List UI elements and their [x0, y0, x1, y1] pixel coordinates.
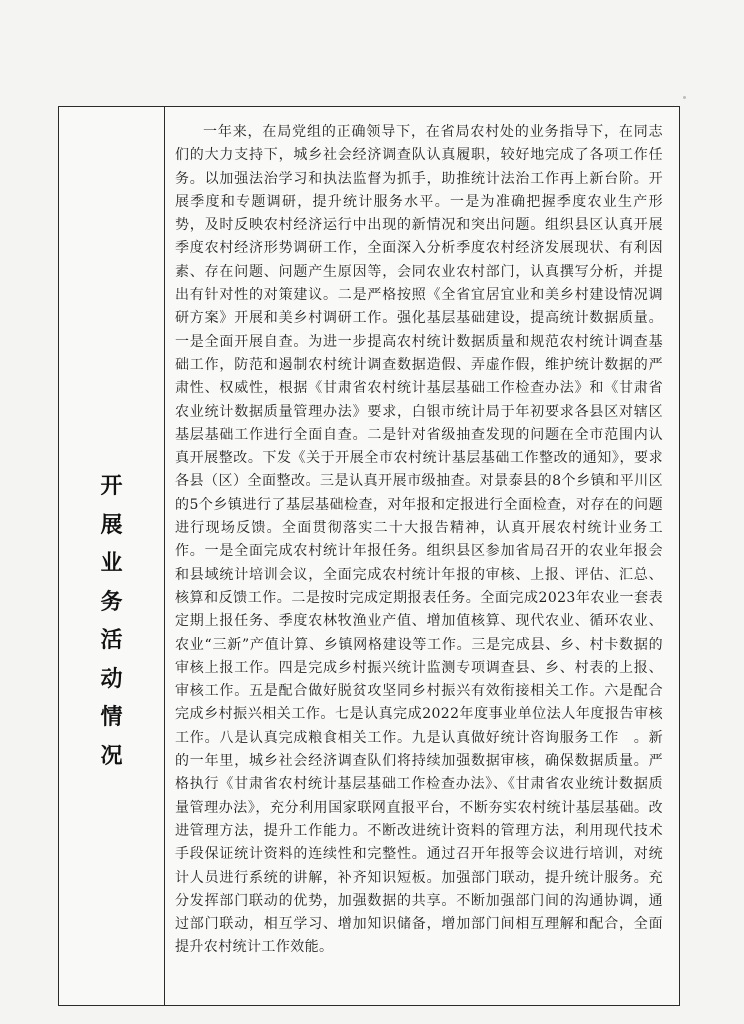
body-paragraph: 一年来，在局党组的正确领导下，在省局农村处的业务指导下，在同志们的大力支持下，城乡社会经济调查队认真履职，较好地完成了各项工作任务。以加强法治学习和执法监督为抓手，助推统计法治工作再上新台阶。开展季度和专题调研，提升统计服务水平。一是为准确把握季度农业生产形势，及时反映农村经济运行中出现的新情况和突出问题。组织县区认真开展季度农村经济形势调研工作，全面深入分析季度农村经济发展现状、有利因素、存在问题、问题产生原因等，会同农业农村部门，认真撰写分析，并提出有针对性的对策建议。二是严格按照《全省宜居宜业和美乡村建设情况调研方案》开展和美乡村调研工作。强化基层基础建设，提高统计数据质量。一是全面开展自查。为进一步提高农村统计数据质量和规范农村统计调查基础工作，防范和遏制农村统计调查数据造假、弄虚作假，维护统计数据的严肃性、权威性，根据《甘肃省农村统计基层基础工作检查办法》和《甘肃省农业统计数据质量管理办法》要求，白银市统计局于年初要求各县区对辖区基层基础工作进行全面自查。二是针对省级抽查发现的问题在全市范围内认真开展整改。下发《关于开展全市农村统计基层基础工作整改的通知》，要求各县（区）全面整改。三是认真开展市级抽查。对景泰县的8个乡镇和平川区的5个乡镇进行了基层基础检查，对年报和定报进行全面检查，对存在的问题进行现场反馈。全面贯彻落实二十大报告精神，认真开展农村统计业务工作。一是全面完成农村统计年报任务。组织县区参加省局召开的农业年报会和县域统计培训会议，全面完成农村统计年报的审核、上报、评估、汇总、核算和反馈工作。二是按时完成定期报表任务。全面完成2023年农业一套表定期上报任务、季度农林牧渔业产值、增加值核算、现代农业、循环农业、农业“三新”产值计算、乡镇网格建设等工作。三是完成县、乡、村卡数据的审核上报工作。四是完成乡村振兴统计监测专项调查县、乡、村表的上报、审核工作。五是配合做好脱贫攻坚同乡村振兴有效衔接相关工作。六是配合完成乡村振兴相关工作。七是认真完成2022年度事业单位法人年度报告审核工作。八是认真完成粮食相关工作。九是认真做好统计咨询服务工作 。新的一年里，城乡社会经济调查队们将持续加强数据审核，确保数据质量。严格执行《甘肃省农村统计基层基础工作检查办法》、《甘肃省农业统计数据质量管理办法》，充分利用国家联网直报平台，不断夯实农村统计基层基础。改进管理方法，提升工作能力。不断改进统计资料的管理方法，利用现代技术手段保证统计资料的连续性和完整性。通过召开年报等会议进行培训，对统计人员进行系统的讲解，补齐知识短板。加强部门联动，提升统计服务。充分发挥部门联动的优势，加强数据的共享。不断加强部门间的沟通协调，通过部门联动，相互学习、增加知识储备，增加部门间相互理解和配合，全面提升农村统计工作效能。	[175, 124, 663, 956]
section-label-char: 展	[100, 511, 123, 538]
section-label-char: 动	[100, 665, 123, 692]
section-label-cell	[59, 107, 165, 1005]
section-label-char: 活	[100, 627, 123, 653]
form-table	[58, 106, 680, 1006]
section-label-char: 情	[100, 704, 123, 730]
content-cell	[165, 107, 679, 1005]
section-label-char: 开	[100, 473, 123, 499]
section-label-char: 务	[100, 588, 123, 615]
section-label	[100, 467, 122, 775]
section-label-char: 业	[100, 550, 123, 576]
scan-dot	[683, 96, 686, 99]
section-label-char: 况	[100, 742, 123, 769]
